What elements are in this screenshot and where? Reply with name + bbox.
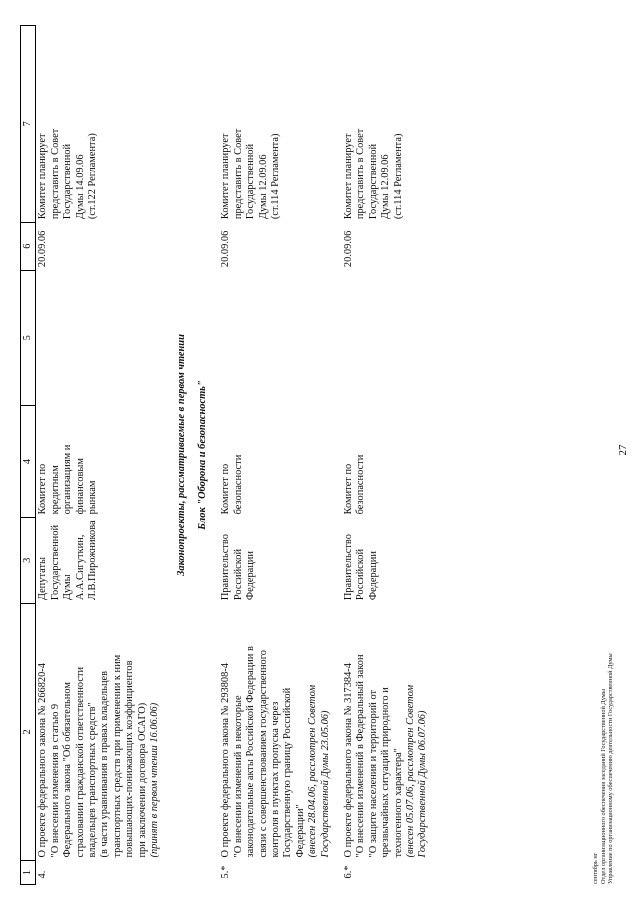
col-header-7: 7 [21,26,36,223]
col-header-1: 1 [21,861,36,885]
section-title: Законопроекты, рассматриваемые в первом чтении [176,334,188,576]
col-header-5: 5 [21,270,36,406]
bills-table [20,25,431,885]
bill-plan: Комитет планирует представить в Совет Государственной Думы 14.09.06 (ст.122 Регламента) [37,128,99,220]
bill-note: (принят в первом чтении 16.06.06) [149,702,161,858]
bill-col5 [333,270,431,406]
table-row [219,26,333,885]
bill-committee: Комитет по безопасности [220,454,244,515]
bill-initiator: Депутаты Государственной Думы А.А.Сигуткин, Л.В.Пирожникова [37,520,99,601]
bill-col5 [36,270,163,406]
table-row [333,26,431,885]
bill-committee: Комитет по безопасности [342,454,367,515]
bill-title: О проекте федерального закона № 317384-4 "О внесении изменений в Федеральный закон "О защите населения и территорий от чрезвычайных ситуаций природного и техногенного характера" (внесен 05.07.06, рассмотрен Советом Государственной Думы 06.07.06) [333,603,431,860]
bill-plan: Комитет планирует представить в Совет Государственной Думы 12.09.06 (ст.114 Регламента) [342,128,404,220]
bill-note: Государственной Думы 06.07.06) [417,710,429,858]
col-header-6: 6 [21,222,36,270]
bill-note: (внесен 05.07.06, рассмотрен Советом [404,684,416,858]
col-header-3: 3 [21,517,36,603]
bill-note: (внесен 28.04.06, рассмотрен Советом [307,684,319,858]
bill-col5 [219,270,333,406]
section-row [162,26,188,885]
table-row [36,26,163,885]
column-numbers-row [21,26,36,885]
block-row [189,26,219,885]
bill-title: О проекте федерального закона № 266820-4 "О внесении изменения в статью 9 Федерального закона "Об обязательном страховании гражданской ответственности владельцев транспортных средств" (в части уравнивания в правах владельцев транспортных средств при применении к ним повышающих-понижающих коэффициентов при заключении договора ОСАГО) (принят в первом чтении 16.06.06) [36,603,163,860]
bill-committee: Комитет по кредитным организациям и финансовым рынкам [37,444,99,515]
bill-date: 20.09.06 [342,230,354,268]
row-number: 4. [37,870,49,879]
bill-date: 20.09.06 [37,230,49,268]
bill-title: О проекте федерального закона № 293808-4 "О внесении изменений в некоторые законодательные акты Российской Федерации в связи с совершенствованием государственного контроля в пунктах пропуска через Государственную границу Российской Федерации" (внесен 28.04.06, рассмотрен Советом Государственной Думы 23.05.06) [219,603,333,860]
bill-plan: Комитет планирует представить в Совет Государственной Думы 12.09.06 (ст.114 Регламента) [220,128,281,220]
block-title: Блок "Оборона и безопасность" [196,380,208,530]
page-number: 27 [617,444,629,456]
row-number: 5.* [220,865,232,879]
bill-note: Государственной Думы 23.05.06) [319,710,331,858]
col-header-2: 2 [21,603,36,860]
row-number: 6.* [342,865,354,879]
bill-initiator: Правительство Российской Федерации [342,534,379,601]
page-footer: сентябрь нг Отдел организационного обеспечения заседаний Государственной Думы Управление по организационному обеспечению деятельности Государственной Думы [592,653,615,884]
bill-date: 20.09.06 [220,230,232,268]
col-header-4: 4 [21,406,36,518]
bill-initiator: Правительство Российской Федерации [220,534,257,601]
